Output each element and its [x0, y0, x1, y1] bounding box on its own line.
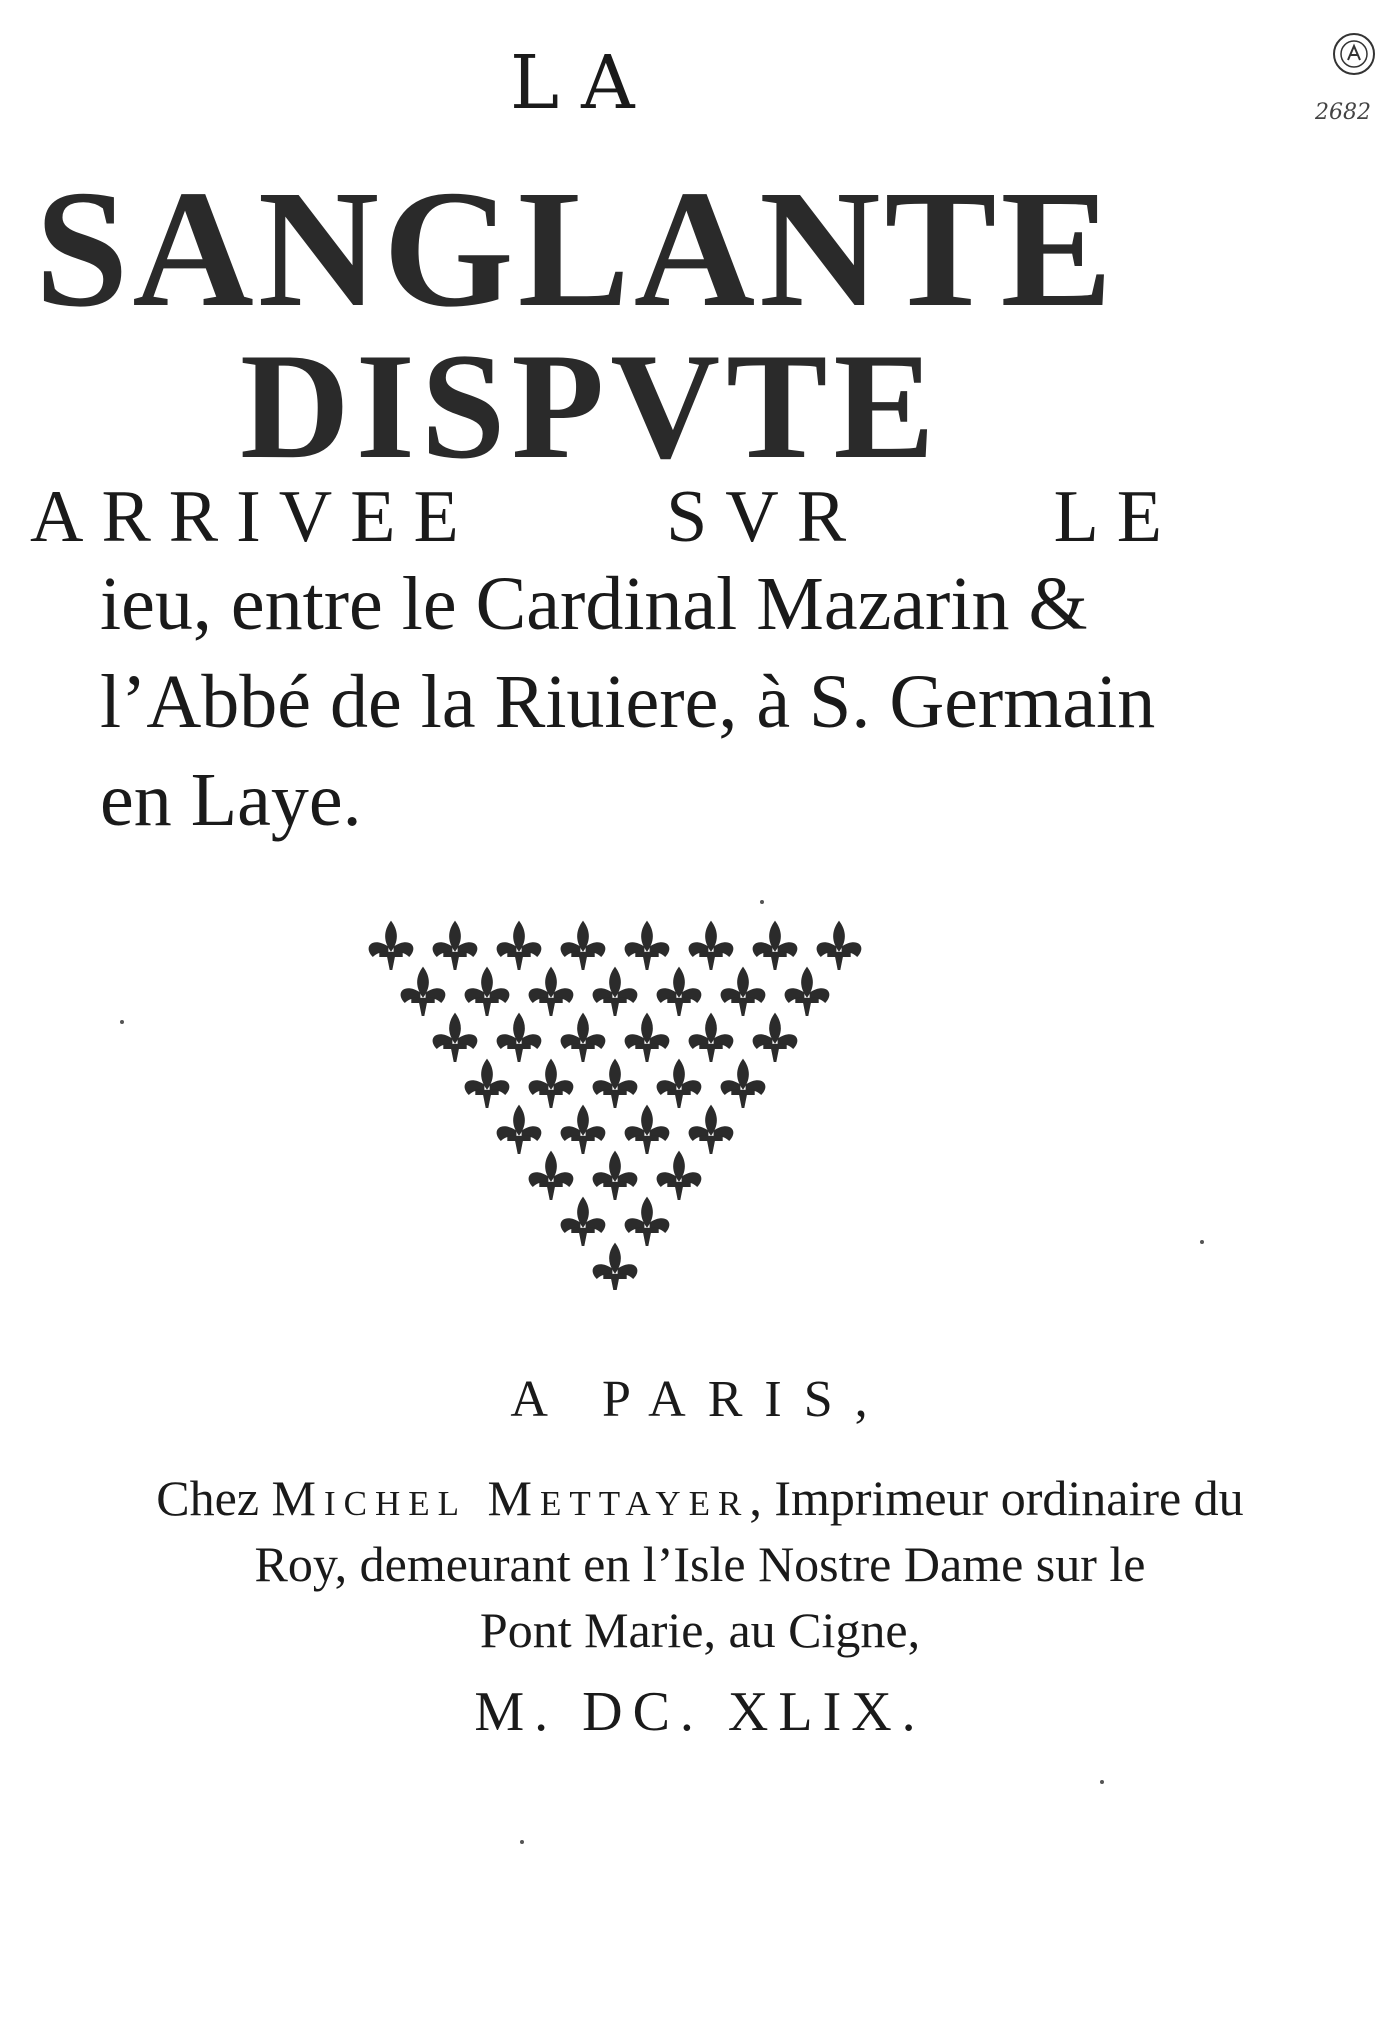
fleur-de-lis-icon [625, 1105, 670, 1154]
subtitle-line-3: en Laye. [100, 758, 362, 842]
fleur-de-lis-icon [561, 1013, 606, 1062]
subtitle-line-1: ieu, entre le Cardinal Mazarin & [100, 562, 1088, 646]
publisher-prefix: Chez [156, 1470, 272, 1526]
fleur-de-lis-icon [721, 967, 766, 1016]
library-stamp-icon [1330, 30, 1378, 78]
fleur-de-lis-icon [401, 967, 446, 1016]
title-word-svr: SVR [666, 476, 865, 558]
fleur-de-lis-icon [529, 967, 574, 1016]
fleur-de-lis-icon [657, 1059, 702, 1108]
fleur-de-lis-icon [689, 1013, 734, 1062]
subtitle-line-2: l’Abbé de la Riuiere, à S. Germain [100, 660, 1156, 744]
paper-speck [520, 1840, 524, 1844]
fleur-de-lis-icon [625, 1013, 670, 1062]
publication-year: M. DC. XLIX. [474, 1681, 926, 1743]
fleur-de-lis-icon [465, 1059, 510, 1108]
paper-speck [1200, 1240, 1204, 1244]
fleur-de-lis-icon [657, 1151, 702, 1200]
fleur-de-lis-icon [689, 1105, 734, 1154]
publisher-name: Michel Mettayer [271, 1470, 750, 1526]
publisher-suffix: , Imprimeur ordinaire du [749, 1470, 1244, 1526]
fleur-de-lis-icon [593, 1059, 638, 1108]
fleur-de-lis-icon [753, 1013, 798, 1062]
shelf-mark: 2682 [1315, 100, 1371, 125]
publisher-line-2: Roy, demeurant en l’Isle Nostre Dame sur le [254, 1536, 1146, 1592]
fleur-de-lis-icon [561, 921, 606, 970]
subtitle [100, 555, 1160, 849]
fleur-de-lis-icon [721, 1059, 766, 1108]
title-line-dispute: DISPVTE [240, 322, 941, 490]
fleur-de-lis-icon [529, 1059, 574, 1108]
fleur-de-lis-icon [497, 1013, 542, 1062]
fleur-de-lis-icon [561, 1105, 606, 1154]
fleur-de-lis-icon [529, 1151, 574, 1200]
fleur-de-lis-icon [689, 921, 734, 970]
fleur-de-lis-icon [593, 967, 638, 1016]
title-word-le: LE [1053, 476, 1180, 558]
paper-speck [120, 1020, 124, 1024]
fleur-de-lis-icon [753, 921, 798, 970]
title-word-arrivee: ARRIVEE [30, 476, 477, 558]
fleur-de-lis-icon [369, 921, 414, 970]
fleur-de-lis-icon [433, 1013, 478, 1062]
fleur-de-lis-icon [497, 1105, 542, 1154]
fleur-de-lis-icon [817, 921, 862, 970]
fleur-de-lis-icon [593, 1151, 638, 1200]
publisher-block [0, 1465, 1400, 1663]
fleur-de-lis-icon [497, 921, 542, 970]
fleur-de-lis-icon [625, 1197, 670, 1246]
fleur-de-lis-icon [561, 1197, 606, 1246]
paper-speck [1100, 1780, 1104, 1784]
fleur-de-lis-icon [593, 1243, 638, 1290]
fleur-de-lis-icon [625, 921, 670, 970]
publisher-line-1 [0, 1465, 1400, 1531]
fleur-de-lis-ornament [325, 920, 905, 1290]
fleur-de-lis-icon [657, 967, 702, 1016]
title-line-sanglante: SANGLANTE [35, 156, 1117, 342]
paper-speck [760, 900, 764, 904]
imprint-place: A PARIS, [510, 1371, 890, 1428]
fleur-de-lis-icon [433, 921, 478, 970]
fleur-de-lis-icon [465, 967, 510, 1016]
title-line-la: LA [510, 40, 657, 126]
publisher-line-3: Pont Marie, au Cigne, [479, 1602, 921, 1658]
fleur-de-lis-icon [785, 967, 830, 1016]
title-line-arrivee [30, 476, 1180, 558]
